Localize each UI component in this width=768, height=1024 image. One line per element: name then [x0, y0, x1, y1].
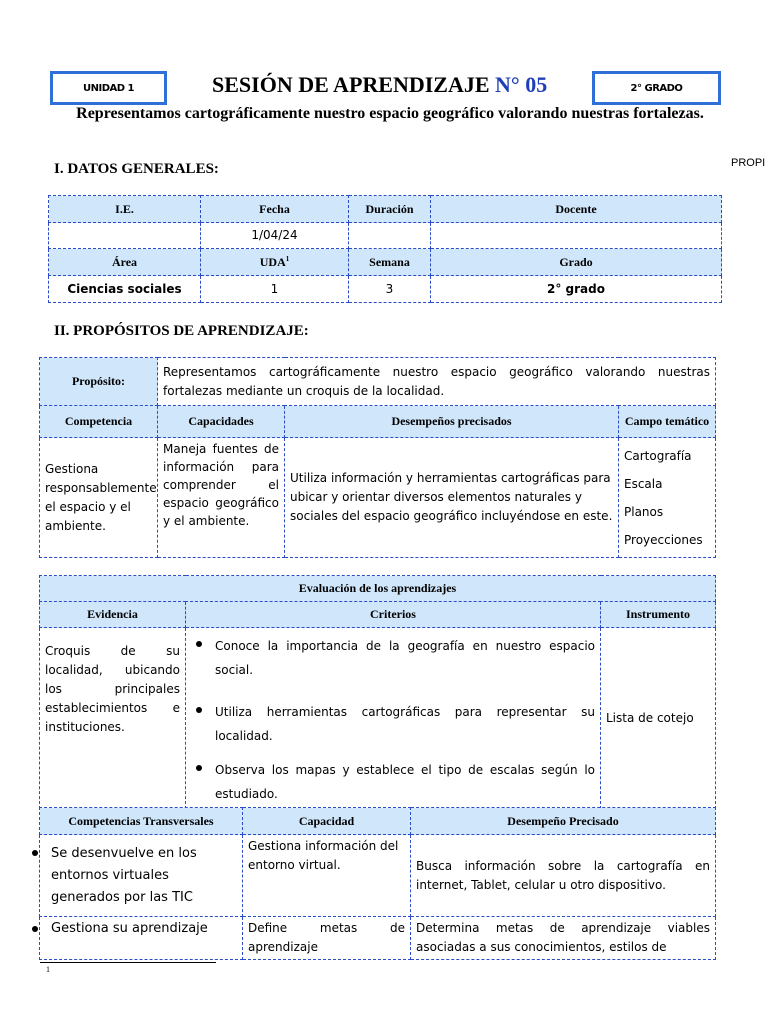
transversal-competencia-2: [40, 917, 243, 960]
transversal-capacidad-2: Define metas de aprendizaje: [243, 917, 411, 960]
footnote-separator: [40, 962, 216, 963]
list-item: Gestiona su aprendizaje: [27, 919, 237, 938]
grade-badge: [592, 71, 721, 105]
semana-value: 3: [349, 276, 431, 303]
uda-label: UDA: [259, 254, 286, 269]
header-uda: [201, 249, 349, 276]
evaluacion-title: Evaluación de los aprendizajes: [40, 576, 716, 602]
side-note: PROPI: [731, 157, 766, 169]
header-evidencia: Evidencia: [40, 602, 186, 628]
header-capacidades: Capacidades: [158, 406, 285, 438]
list-item: Proyecciones: [624, 532, 703, 547]
list-item: Planos: [624, 504, 664, 519]
header-fecha: Fecha: [201, 196, 349, 223]
table-row: [49, 223, 722, 249]
table-row: [40, 835, 716, 917]
area-value: Ciencias sociales: [49, 276, 201, 303]
criterios-list: [191, 634, 595, 806]
header-instrumento: Instrumento: [601, 602, 716, 628]
header-criterios: Criterios: [186, 602, 601, 628]
proposito-label: Propósito:: [40, 358, 158, 406]
list-item: Escala: [624, 476, 663, 491]
duracion-value: [349, 223, 431, 249]
header-capacidad: Capacidad: [243, 808, 411, 835]
list-item: Cartografía: [624, 448, 692, 463]
header-desempeno-precisado: Desempeño Precisado: [411, 808, 716, 835]
evidencia-text: Croquis de su localidad, ubicando los principales establecimientos e instituciones.: [40, 628, 186, 809]
footnote-ref: 1: [285, 254, 290, 263]
table-row: [40, 917, 716, 960]
header-docente: Docente: [431, 196, 722, 223]
table-row: [40, 576, 716, 602]
criterios-cell: [186, 628, 601, 809]
propositos-table: [39, 357, 716, 558]
table-row: [40, 406, 716, 438]
header-ie: I.E.: [49, 196, 201, 223]
header-competencias-transversales: Competencias Transversales: [40, 808, 243, 835]
page-title: [212, 72, 592, 98]
transversal-desempeno-2: Determina metas de aprendizaje viables asociadas a sus conocimientos, estilos de: [411, 917, 716, 960]
grado-value: 2° grado: [431, 276, 722, 303]
list-item: Se desenvuelve en los entornos virtuales generados por las TIC: [27, 843, 237, 909]
instrumento-text: Lista de cotejo: [601, 628, 716, 809]
list-item: Utiliza herramientas cartográficas para representar su localidad.: [191, 700, 595, 748]
list-item: Observa los mapas y establece el tipo de escalas según lo estudiado.: [191, 758, 595, 806]
transversal-competencia-1: [40, 835, 243, 917]
header-area: Área: [49, 249, 201, 276]
ie-value: [49, 223, 201, 249]
header-duracion: Duración: [349, 196, 431, 223]
transversal-capacidad-1: Gestiona información del entorno virtual.: [243, 835, 411, 917]
session-subtitle: Representamos cartográficamente nuestro espacio geográfico valorando nuestras fortalezas.: [76, 105, 704, 122]
header-semana: Semana: [349, 249, 431, 276]
table-row: [40, 358, 716, 406]
header-competencia: Competencia: [40, 406, 158, 438]
proposito-text: Representamos cartográficamente nuestro espacio geográfico valorando nuestras fortalezas mediante un croquis de la localidad.: [158, 358, 716, 406]
list-item: Conoce la importancia de la geografía en nuestro espacio social.: [191, 634, 595, 682]
table-row: [49, 249, 722, 276]
title-prefix: SESIÓN DE APRENDIZAJE: [212, 72, 490, 97]
uda-value: 1: [201, 276, 349, 303]
evaluacion-table: [39, 575, 716, 809]
table-row: [40, 602, 716, 628]
datos-generales-table: [48, 195, 722, 303]
table-row: [40, 808, 716, 835]
grade-badge-label: 2° GRADO: [595, 74, 718, 102]
table-row: [49, 276, 722, 303]
footnote-number: 1: [46, 965, 50, 974]
desempenos-text: Utiliza información y herramientas cartográficas para ubicar y orientar diversos elementos naturales y sociales del espacio geográfico incluyéndose en este.: [285, 438, 619, 558]
transversal-desempeno-1: Busca información sobre la cartografía en internet, Tablet, celular u otro dispositivo.: [411, 835, 716, 917]
fecha-value: 1/04/24: [201, 223, 349, 249]
table-row: [49, 196, 722, 223]
table-row: [40, 438, 716, 558]
header-grado: Grado: [431, 249, 722, 276]
unit-badge-label: UNIDAD 1: [53, 74, 164, 102]
competencia-text: Gestiona responsablemente el espacio y el ambiente.: [40, 438, 158, 558]
unit-badge: [50, 71, 167, 105]
capacidades-text: Maneja fuentes de información para comprender el espacio geográfico y el ambiente.: [158, 438, 285, 558]
section-datos-generales-heading: I. DATOS GENERALES:: [54, 161, 219, 177]
section-propositos-heading: II. PROPÓSITOS DE APRENDIZAJE:: [54, 323, 309, 339]
competencias-transversales-table: [39, 807, 716, 960]
header-desempenos: Desempeños precisados: [285, 406, 619, 438]
session-number: N° 05: [495, 72, 548, 97]
campo-tematico-list: [619, 438, 716, 558]
header-campo-tematico: Campo temático: [619, 406, 716, 438]
docente-value: [431, 223, 722, 249]
table-row: [40, 628, 716, 809]
